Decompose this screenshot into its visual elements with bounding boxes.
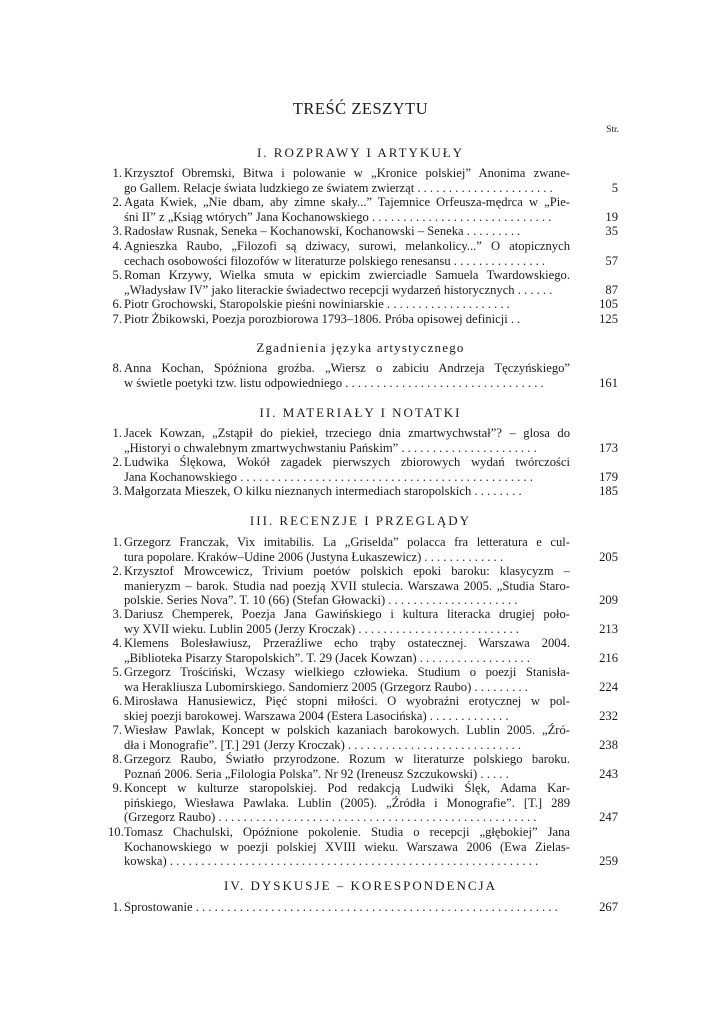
toc-entry[interactable] (108, 564, 618, 608)
entry-text: „Władysław IV” jako literackie świadectwo recepcji wydarzeń historycznych . . . . . . (124, 282, 553, 297)
entry-number: 2. (112, 455, 122, 469)
entry-number: 7. (112, 723, 122, 737)
entry-page-number: 216 (599, 650, 618, 665)
entry-page-number: 243 (599, 766, 618, 781)
entry-page-number: 5 (611, 180, 618, 195)
entry-number: 8. (112, 752, 122, 766)
entry-text: Jana Kochanowskiego . . . . . . . . . . . . . . . . . . . . . . . . . . . . . . . . . . . . . . . . . . . . . . . (124, 469, 533, 484)
entry-text: śni II” z „Ksiąg wtórych” Jana Kochanowskiego . . . . . . . . . . . . . . . . . . . . . . . . . . . . . (124, 209, 552, 224)
entry-page-number: 209 (599, 593, 618, 607)
entry-page-number: 205 (599, 549, 618, 564)
entry-text: Klemens Bolesławiusz, Przeraźliwe echo trąby ostatecznej. Warszawa 2004. (124, 636, 570, 650)
toc-entry[interactable] (108, 426, 618, 455)
entry-page-number: 213 (599, 621, 618, 636)
toc-entry[interactable] (108, 455, 618, 484)
entry-number: 1. (112, 900, 122, 914)
toc-entry[interactable] (108, 723, 618, 752)
entry-number: 10. (108, 825, 124, 839)
entry-text: manieryzm – barok. Studia nad poezją XVII stulecia. Warszawa 2005. „Studia Staro- (124, 578, 570, 593)
entry-number: 6. (112, 297, 122, 311)
toc-entry[interactable] (108, 484, 618, 499)
entry-text: Grzegorz Franczak, Vix imitabilis. La „Griselda” polacca fra letteratura e cul- (124, 535, 570, 549)
toc-entry[interactable] (108, 361, 618, 390)
toc-entry[interactable] (108, 752, 618, 781)
entry-text: Koncept w kulturze staropolskiej. Pod redakcją Ludwiki Ślęk, Adama Kar- (124, 781, 570, 795)
entry-text: Krzysztof Mrowcewicz, Trivium poetów polskich epoki baroku: klasycyzm – (124, 564, 570, 578)
entry-text: Jacek Kowzan, „Zstąpił do piekieł, trzeciego dnia zmartwychwstał”? – glosa do (124, 426, 570, 440)
entry-page-number: 105 (599, 297, 618, 311)
entry-text: Piotr Żbikowski, Poezja porozbiorowa 1793–1806. Próba opisowej definicji . . (124, 312, 521, 326)
entry-text: Kochanowskiego w poezji polskiej XVIII wieku. Warszawa 2006 (Ewa Zielas- (124, 839, 570, 854)
entry-text: Anna Kochan, Spóźniona groźba. „Wiersz o zabiciu Andrzeja Tęczyńskiego” (124, 361, 570, 375)
entry-number: 4. (112, 239, 122, 253)
entry-text: tura popolare. Kraków–Udine 2006 (Justyna Łukaszewicz) . . . . . . . . . . . . . (124, 549, 504, 564)
entry-number: 1. (112, 426, 122, 440)
entry-page-number: 161 (599, 375, 618, 390)
entry-text: Grzegorz Raubo, Światło przyrodzone. Rozum w literaturze polskiego baroku. (124, 752, 570, 766)
entry-text: go Gallem. Relacje świata ludzkiego ze światem zwierząt . . . . . . . . . . . . . . . . . . . . . . (124, 180, 553, 195)
entry-text: skiej poezji barokowej. Warszawa 2004 (Estera Lasocińska) . . . . . . . . . . . . . (124, 708, 509, 723)
entry-page-number: 238 (599, 737, 618, 752)
entry-number: 3. (112, 224, 122, 238)
toc-entry[interactable] (108, 312, 618, 327)
entry-text: pińskiego, Wiesława Pawlaka. Lublin (2005). „Źródła i Monografie”. [T.] 289 (124, 795, 570, 810)
entry-text: Grzegorz Trościński, Wczasy wielkiego człowieka. Studium o poezji Stanisła- (124, 665, 570, 679)
entry-text: „Historyi o chwalebnym zmartwychwstaniu Pańskim” . . . . . . . . . . . . . . . . . . . . . . (124, 440, 537, 455)
entry-number: 3. (112, 484, 122, 498)
toc-entry[interactable] (108, 900, 618, 915)
entry-number: 6. (112, 694, 122, 708)
entry-text: polskie. Series Nova”. T. 10 (66) (Stefan Głowacki) . . . . . . . . . . . . . . . . . . . . . (124, 593, 518, 607)
toc-entry[interactable] (108, 297, 618, 312)
entry-number: 7. (112, 312, 122, 326)
entry-text: dła i Monografie”. [T.] 291 (Jerzy Kroczak) . . . . . . . . . . . . . . . . . . . . . . . . . . . . (124, 737, 522, 752)
entry-number: 4. (112, 636, 122, 650)
entry-number: 5. (112, 268, 122, 282)
entry-text: Ludwika Ślękowa, Wokół zagadek pierwszych zbiorowych wydań twórczości (124, 455, 570, 469)
entry-text: w świetle poetyki tzw. listu odpowiedniego . . . . . . . . . . . . . . . . . . . . . . . . . . . . . . . . (124, 375, 544, 390)
entry-number: 8. (112, 361, 122, 375)
entry-page-number: 35 (605, 224, 618, 238)
entry-text: Wiesław Pawlak, Koncept w polskich kazaniach barokowych. Lublin 2005. „Źró- (124, 723, 570, 737)
entry-text: Agnieszka Raubo, „Filozofi są dziwacy, surowi, melankolicy...” O atopicznych (124, 239, 570, 253)
entry-text: Dariusz Chemperek, Poezja Jana Gawińskiego i kultura literacka drugiej poło- (124, 607, 570, 621)
entry-text: (Grzegorz Raubo) . . . . . . . . . . . . . . . . . . . . . . . . . . . . . . . . . . . . . . . . . . . . . . . . . . . (124, 810, 537, 824)
entry-text: cechach osobowości filozofów w literaturze polskiego renesansu . . . . . . . . . . . . . . . (124, 253, 546, 268)
entry-page-number: 19 (605, 209, 618, 224)
page-title: TREŚĆ ZESZYTU (292, 99, 429, 118)
toc-entry[interactable] (108, 607, 618, 636)
entry-page-number: 259 (599, 854, 618, 868)
entry-page-number: 173 (599, 440, 618, 455)
toc-entry[interactable] (108, 239, 618, 268)
toc-entry[interactable] (108, 781, 618, 825)
entry-page-number: 185 (599, 484, 618, 498)
entry-text: Poznań 2006. Seria „Filologia Polska”. Nr 92 (Ireneusz Szczukowski) . . . . . (124, 766, 509, 781)
entry-text: „Biblioteka Pisarzy Staropolskich”. T. 29 (Jacek Kowzan) . . . . . . . . . . . . . . . . . . (124, 650, 530, 665)
toc-entry[interactable] (108, 694, 618, 723)
entry-number: 1. (112, 166, 122, 180)
entry-text: Sprostowanie . . . . . . . . . . . . . . . . . . . . . . . . . . . . . . . . . . . . . . . . . . . . . . . . . . . . . . . . . . (124, 900, 558, 914)
toc-entry[interactable] (108, 535, 618, 564)
entry-text: kowska) . . . . . . . . . . . . . . . . . . . . . . . . . . . . . . . . . . . . . . . . . . . . . . . . . . . . . . . . . . . (124, 854, 539, 868)
entry-page-number: 247 (599, 810, 618, 824)
entry-text: Małgorzata Mieszek, O kilku nieznanych intermediach staropolskich . . . . . . . . (124, 484, 522, 498)
toc-entry[interactable] (108, 195, 618, 224)
toc-entry[interactable] (108, 825, 618, 869)
entry-text: Agata Kwiek, „Nie dbam, aby zimne skały...” Tajemnice Orfeusza-mędrca w „Pie- (124, 195, 570, 209)
entry-text: Krzysztof Obremski, Bitwa i polowanie w „Kronice polskiej” Anonima zwane- (124, 166, 570, 180)
section-heading-materialy: II. MATERIAŁY I NOTATKI (259, 405, 462, 420)
entry-number: 9. (112, 781, 122, 795)
entry-number: 5. (112, 665, 122, 679)
entry-page-number: 87 (605, 282, 618, 297)
entry-text: Piotr Grochowski, Staropolskie pieśni nowiniarskie . . . . . . . . . . . . . . . . . . . . (124, 297, 510, 311)
toc-entry[interactable] (108, 166, 618, 195)
entry-number: 2. (112, 195, 122, 209)
toc-entry[interactable] (108, 665, 618, 694)
entry-number: 2. (112, 564, 122, 578)
section-heading-dyskusje: IV. DYSKUSJE – KORESPONDENCJA (223, 878, 497, 893)
entry-page-number: 232 (599, 708, 618, 723)
entry-text: wa Herakliusza Lubomirskiego. Sandomierz 2005 (Grzegorz Raubo) . . . . . . . . . (124, 679, 528, 694)
entry-text: Radosław Rusnak, Seneka – Kochanowski, Kochanowski – Seneka . . . . . . . . . (124, 224, 521, 238)
entry-text: wy XVII wieku. Lublin 2005 (Jerzy Kroczak) . . . . . . . . . . . . . . . . . . . . . . . . . . (124, 621, 519, 636)
entry-text: Roman Krzywy, Wielka smuta w epickim zwierciadle Samuela Twardowskiego. (124, 268, 570, 282)
entry-number: 1. (112, 535, 122, 549)
entry-page-number: 267 (599, 900, 618, 914)
page-column-label: Str. (606, 125, 619, 135)
entry-text: Mirosława Hanusiewicz, Pięć stopni miłości. O wyobraźni erotycznej w pol- (124, 694, 570, 708)
toc-entry[interactable] (108, 224, 618, 239)
section-heading-recenzje: III. RECENZJE I PRZEGLĄDY (249, 513, 472, 528)
entry-page-number: 179 (599, 469, 618, 484)
subsection-heading-zagadnienia: Zgadnienia języka artystycznego (256, 340, 465, 355)
section-heading-rozprawy: I. ROZPRAWY I ARTYKUŁY (256, 145, 465, 160)
entry-page-number: 125 (599, 312, 618, 326)
entry-page-number: 224 (599, 679, 618, 694)
entry-text: Tomasz Chachulski, Opóźnione pokolenie. Studia o recepcji „głębokiej” Jana (124, 825, 570, 839)
entry-page-number: 57 (605, 253, 618, 268)
entry-number: 3. (112, 607, 122, 621)
toc-entry[interactable] (108, 636, 618, 665)
toc-entry[interactable] (108, 268, 618, 297)
